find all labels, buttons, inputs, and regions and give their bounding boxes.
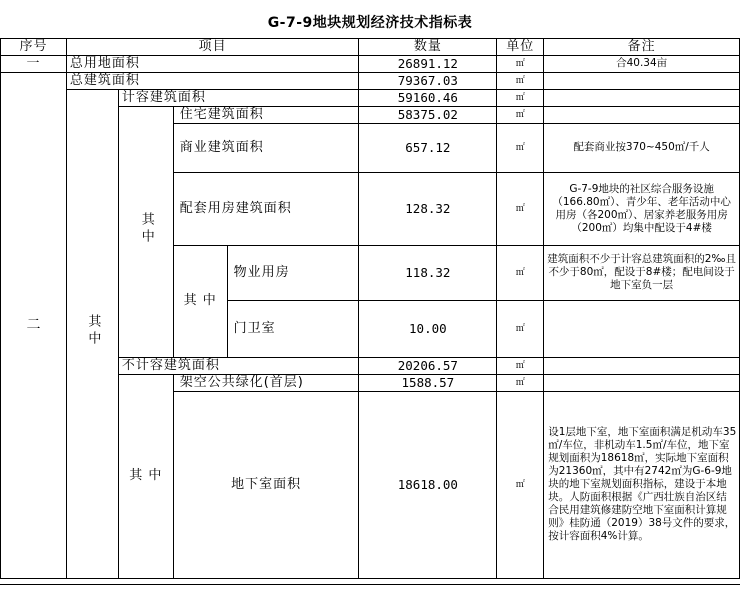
row-remark: G-7-9地块的社区综合服务设施（166.80㎡）、青少年、老年活动中心用房（各200㎡）、居家养老服务用房（200㎡）均集中配设于4#楼 — [544, 172, 740, 245]
row-remark — [544, 357, 740, 374]
row-unit: ㎡ — [497, 89, 544, 106]
counted-sub-label-text: 其中 — [138, 212, 154, 246]
row-quantity: 58375.02 — [359, 106, 497, 123]
row-unit: ㎡ — [497, 374, 544, 391]
row-remark — [544, 300, 740, 357]
row-unit: ㎡ — [497, 72, 544, 89]
section-sub-label — [66, 89, 118, 578]
row-item: 门卫室 — [227, 300, 359, 357]
table-title: G-7-9地块规划经济技术指标表 — [1, 8, 740, 38]
header-item: 项目 — [66, 38, 359, 55]
row-unit: ㎡ — [497, 391, 544, 578]
not-counted-sub-label: 其 中 — [118, 374, 173, 578]
row-unit: ㎡ — [497, 106, 544, 123]
row-unit: ㎡ — [497, 123, 544, 172]
row-item: 总建筑面积 — [66, 72, 359, 89]
row-remark — [544, 374, 740, 391]
row-remark: 合40.34亩 — [544, 55, 740, 72]
row-index: 一 — [1, 55, 67, 72]
row-unit: ㎡ — [497, 357, 544, 374]
row-item: 计容建筑面积 — [118, 89, 359, 106]
table-row — [1, 72, 740, 89]
row-quantity: 10.00 — [359, 300, 497, 357]
table-row — [1, 89, 740, 106]
row-item: 地下室面积 — [173, 391, 359, 578]
header-index: 序号 — [1, 38, 67, 55]
row-remark: 设1层地下室，地下室面积满足机动车35㎡/车位，非机动车1.5㎡/车位，地下室规划面积为18618㎡，实际地下室面积为21360㎡，其中有2742㎡为G-6-9地块的地下室规划面积指标，建设于本地块。人防面积根据《广西壮族自治区结合民用建筑修建防空地下室面积计算规则》桂防通（2019）38号文件的要求，按计容面积4%计算。 — [544, 391, 740, 578]
row-quantity: 1588.57 — [359, 374, 497, 391]
table-row — [1, 55, 740, 72]
row-unit: ㎡ — [497, 245, 544, 300]
row-remark: 配套商业按370~450㎡/千人 — [544, 123, 740, 172]
header-remark: 备注 — [544, 38, 740, 55]
row-quantity: 79367.03 — [359, 72, 497, 89]
row-item: 架空公共绿化(首层) — [173, 374, 359, 391]
row-quantity: 20206.57 — [359, 357, 497, 374]
counted-sub-label — [118, 106, 173, 357]
table-bottom-rule — [0, 584, 740, 585]
header-quantity: 数量 — [359, 38, 497, 55]
supporting-sub-label: 其 中 — [173, 245, 227, 357]
row-remark: 建筑面积不少于计容总建筑面积的2‰且不少于80㎡，配设于8#楼；配电间设于地下室负一层 — [544, 245, 740, 300]
row-item: 不计容建筑面积 — [118, 357, 359, 374]
row-unit: ㎡ — [497, 300, 544, 357]
row-quantity: 59160.46 — [359, 89, 497, 106]
row-quantity: 657.12 — [359, 123, 497, 172]
row-item: 总用地面积 — [66, 55, 359, 72]
row-quantity: 118.32 — [359, 245, 497, 300]
row-unit: ㎡ — [497, 55, 544, 72]
row-quantity: 26891.12 — [359, 55, 497, 72]
section-index: 二 — [1, 72, 67, 578]
indicator-table — [0, 8, 740, 579]
row-quantity: 18618.00 — [359, 391, 497, 578]
row-unit: ㎡ — [497, 172, 544, 245]
row-item: 物业用房 — [227, 245, 359, 300]
row-remark — [544, 106, 740, 123]
row-remark — [544, 72, 740, 89]
section-sub-label-text: 其中 — [85, 314, 101, 348]
row-quantity: 128.32 — [359, 172, 497, 245]
row-item: 商业建筑面积 — [173, 123, 359, 172]
row-item: 配套用房建筑面积 — [173, 172, 359, 245]
row-item: 住宅建筑面积 — [173, 106, 359, 123]
header-unit: 单位 — [497, 38, 544, 55]
row-remark — [544, 89, 740, 106]
